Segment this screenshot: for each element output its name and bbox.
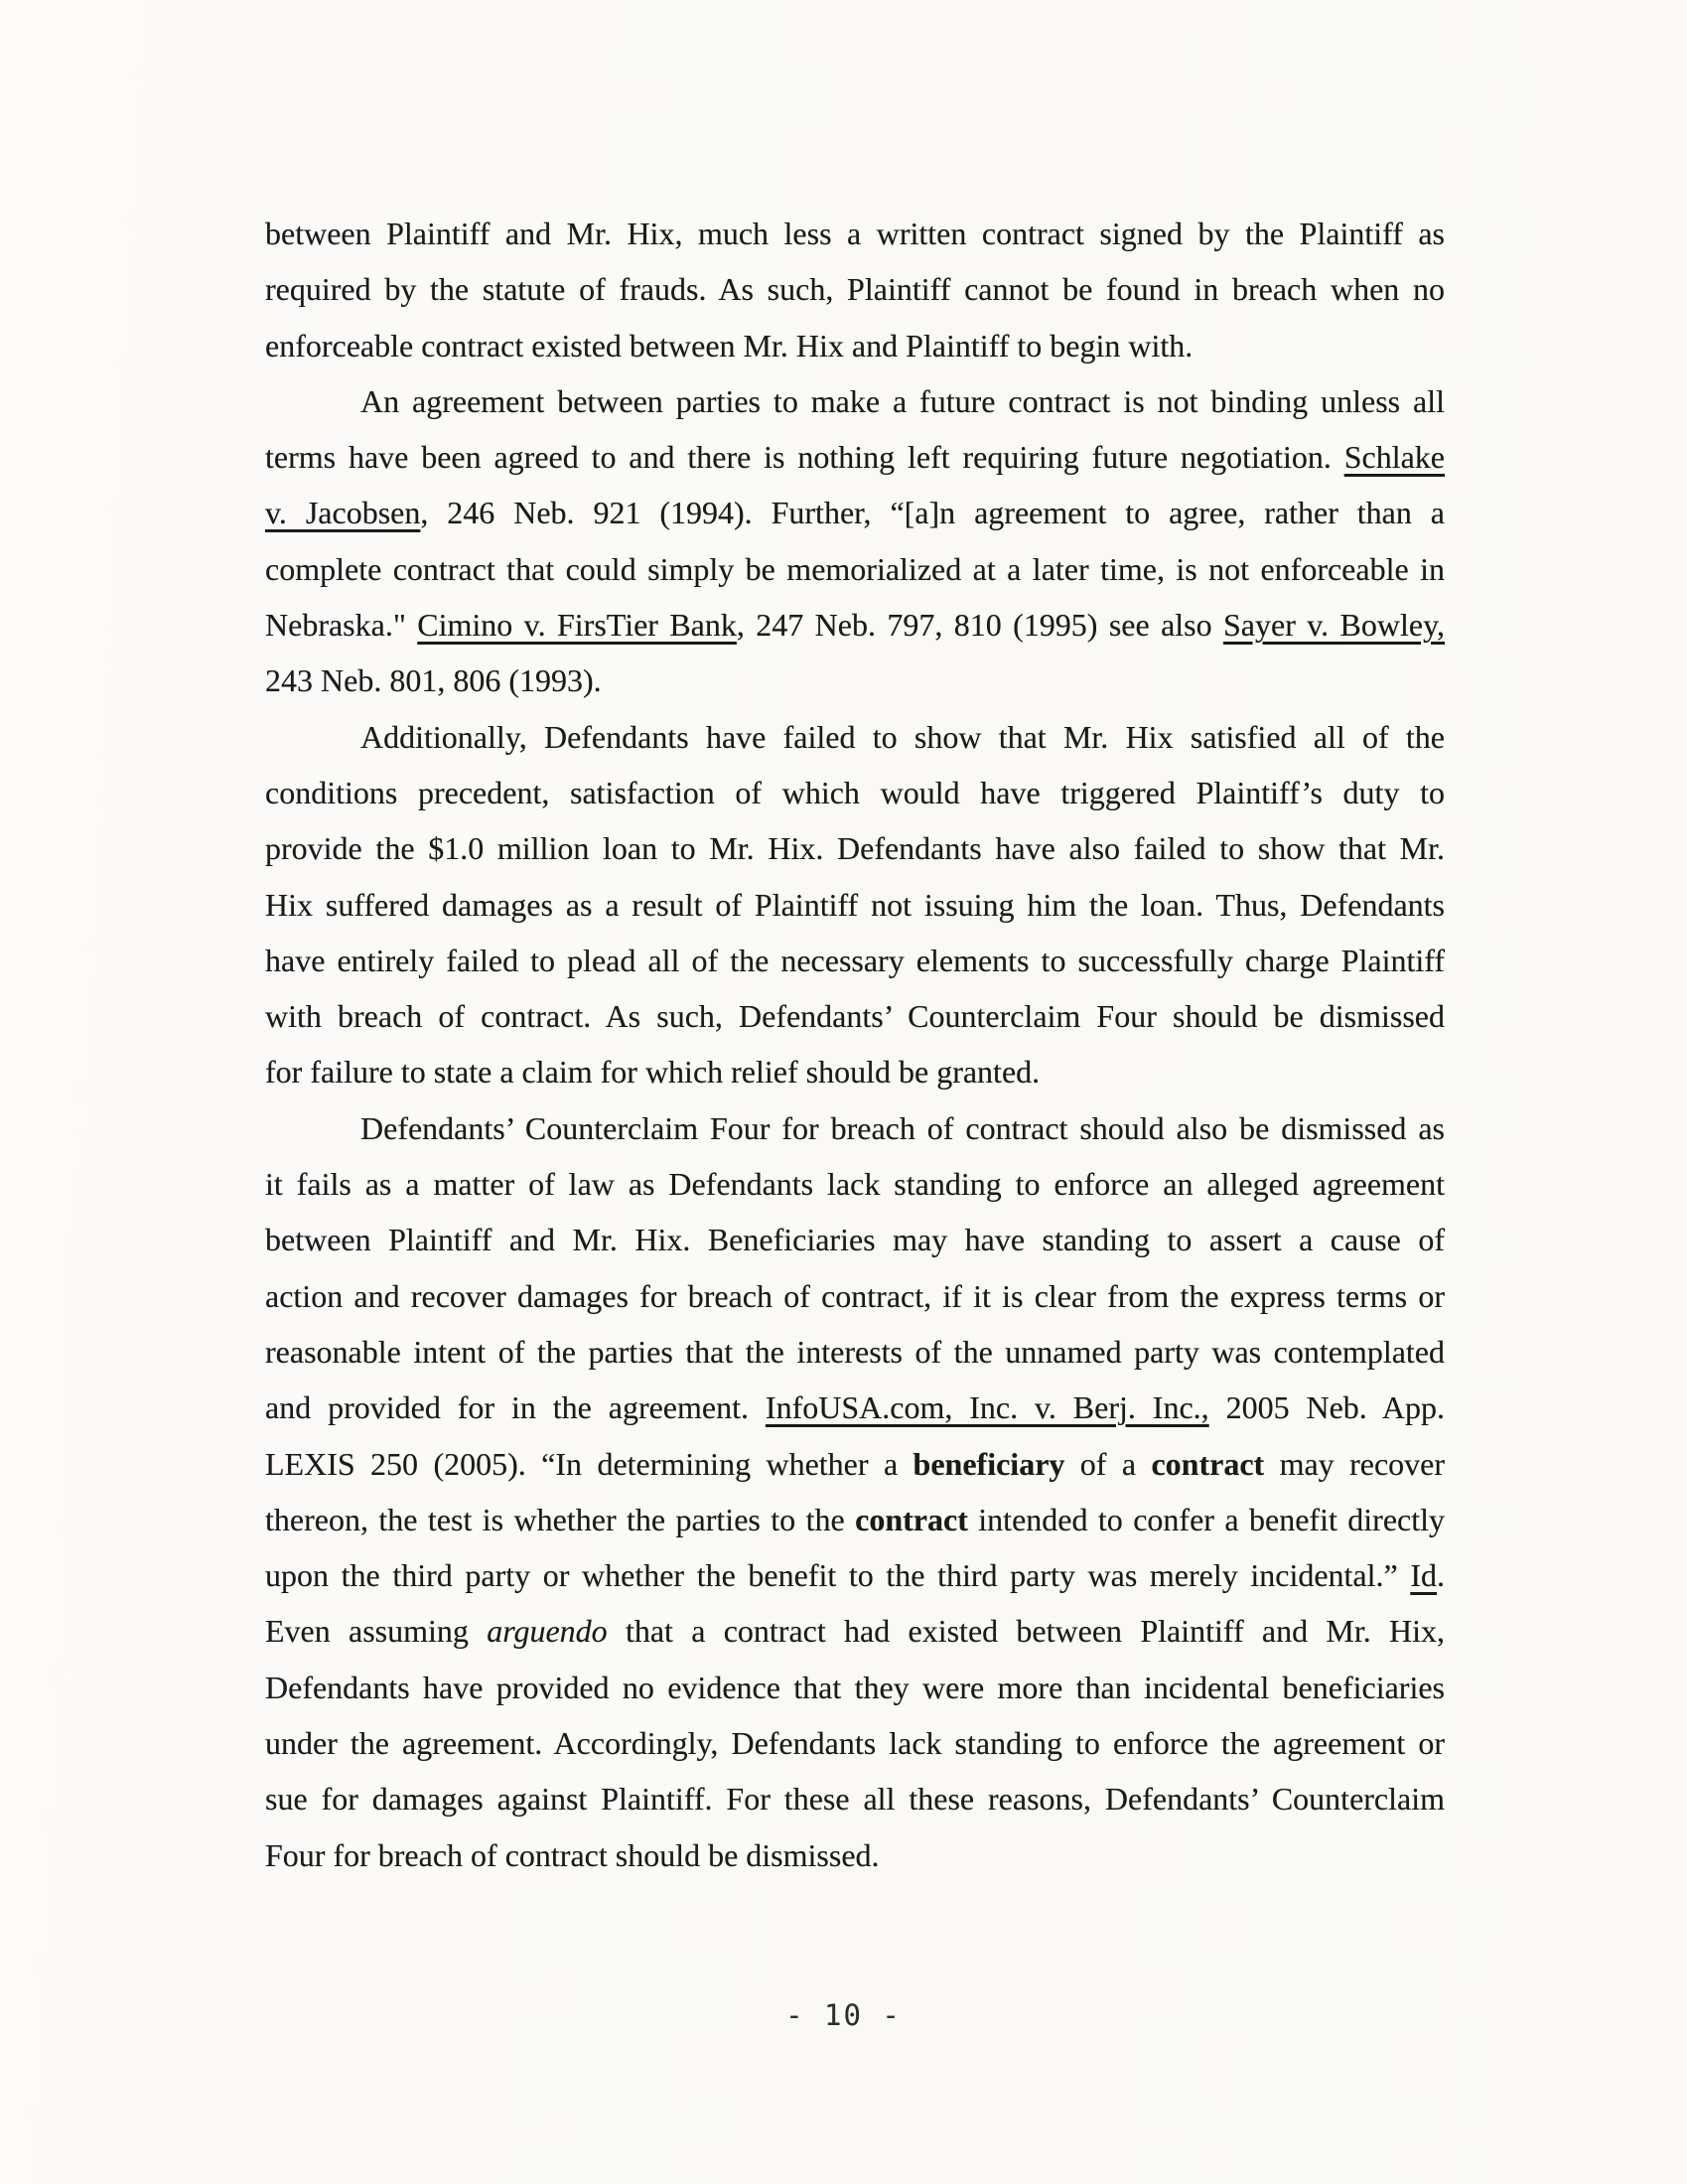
text-run: provide the $1.0 million loan to Mr. Hix. Defendants have also failed to show that Mr.	[265, 830, 1445, 867]
paragraph	[265, 206, 1445, 373]
text-run: have entirely failed to plead all of the necessary elements to successfully charge Plaintiff	[265, 942, 1445, 978]
text-line	[265, 206, 1445, 261]
text-run: required by the statute of frauds. As such, Plaintiff cannot be found in breach when no	[265, 271, 1445, 308]
text-run: of a	[1064, 1445, 1152, 1482]
text-run: sue for damages against Plaintiff. For these all these reasons, Defendants’ Counterclaim	[265, 1781, 1445, 1818]
text-run: Defendants have provided no evidence that they were more than incidental beneficiaries	[265, 1669, 1445, 1705]
underlined-text: Sayer v. Bowley,	[1223, 607, 1446, 644]
bold-text: contract	[1151, 1445, 1265, 1482]
text-line	[265, 933, 1445, 988]
text-line	[265, 1044, 1445, 1099]
underlined-text: Schlake	[1343, 439, 1445, 476]
text-line	[265, 429, 1445, 485]
text-line	[265, 1324, 1445, 1380]
underlined-text: v. Jacobsen	[265, 495, 421, 531]
underlined-text: Id	[1410, 1557, 1437, 1594]
text-line	[265, 1380, 1445, 1435]
text-run: Additionally, Defendants have failed to show that Mr. Hix satisfied all of the	[360, 718, 1445, 755]
text-run: action and recover damages for breach of contract, if it is clear from the express terms or	[265, 1277, 1445, 1314]
text-run: Even assuming	[265, 1613, 488, 1650]
text-line	[265, 1827, 1445, 1883]
text-run: LEXIS 250 (2005). “In determining whether a	[265, 1445, 914, 1482]
paragraph	[265, 373, 1445, 709]
text-run: upon the third party or whether the benefit to the third party was merely incidental.”	[265, 1557, 1411, 1594]
text-run: and provided for in the agreement.	[265, 1389, 766, 1426]
text-run: reasonable intent of the parties that the interests of the unnamed party was contemplated	[265, 1333, 1445, 1370]
italic-text: arguendo	[487, 1613, 608, 1650]
text-line	[265, 1100, 1445, 1156]
text-line	[265, 1156, 1445, 1212]
text-line	[265, 1547, 1445, 1603]
text-run: between Plaintiff and Mr. Hix, much less a written contract signed by the Plaintiff as	[265, 216, 1445, 251]
text-line	[265, 1212, 1445, 1267]
text-run: intended to confer a benefit directly	[967, 1501, 1446, 1537]
underlined-text: Cimino v. FirsTier Bank	[417, 607, 737, 644]
text-line	[265, 485, 1445, 540]
text-run: may recover	[1264, 1445, 1446, 1482]
underlined-text: InfoUSA.com, Inc. v. Berj. Inc.,	[765, 1389, 1209, 1426]
text-run: Defendants’ Counterclaim Four for breach of contract should also be dismissed as	[360, 1109, 1445, 1146]
text-run: that a contract had existed between Plaintiff and Mr. Hix,	[607, 1613, 1446, 1650]
text-line	[265, 318, 1445, 373]
text-run: between Plaintiff and Mr. Hix. Beneficiaries may have standing to assert a cause of	[265, 1222, 1445, 1258]
text-run: under the agreement. Accordingly, Defendants lack standing to enforce the agreement or	[265, 1725, 1445, 1762]
paragraph	[265, 709, 1445, 1100]
text-line	[265, 820, 1445, 876]
text-run: An agreement between parties to make a future contract is not binding unless all	[360, 382, 1445, 419]
text-line	[265, 877, 1445, 933]
text-line	[265, 373, 1445, 429]
text-line	[265, 1715, 1445, 1771]
bold-text: contract	[855, 1501, 968, 1537]
text-run: terms have been agreed to and there is nothing left requiring future negotiation.	[265, 439, 1344, 476]
text-run: .	[1437, 1557, 1445, 1594]
paragraph	[265, 1100, 1445, 1883]
text-run: thereon, the test is whether the parties to the	[265, 1501, 856, 1537]
text-line	[265, 1492, 1445, 1547]
text-run: for failure to state a claim for which relief should be granted.	[265, 1054, 1041, 1091]
text-run: , 247 Neb. 797, 810 (1995) see also	[736, 607, 1223, 644]
text-run: , 246 Neb. 921 (1994). Further, “[a]n agreement to agree, rather than a	[420, 495, 1445, 531]
text-run: enforceable contract existed between Mr. Hix and Plaintiff to begin with.	[265, 327, 1194, 364]
bold-text: beneficiary	[913, 1445, 1065, 1482]
text-run: with breach of contract. As such, Defendants’ Counterclaim Four should be dismissed	[265, 998, 1445, 1035]
text-line	[265, 709, 1445, 765]
text-run: 2005 Neb. App.	[1208, 1389, 1446, 1426]
text-line	[265, 765, 1445, 820]
text-line	[265, 653, 1445, 708]
text-line	[265, 1660, 1445, 1715]
text-run: conditions precedent, satisfaction of which would have triggered Plaintiff’s duty to	[265, 774, 1445, 810]
text-run: Four for breach of contract should be dismissed.	[265, 1836, 880, 1873]
text-run: Nebraska."	[265, 607, 418, 644]
text-line	[265, 988, 1445, 1044]
text-line	[265, 1268, 1445, 1324]
text-line	[265, 1603, 1445, 1659]
text-run: it fails as a matter of law as Defendants lack standing to enforce an alleged agreement	[265, 1166, 1445, 1203]
text-line	[265, 1436, 1445, 1492]
text-run: 243 Neb. 801, 806 (1993).	[265, 662, 602, 699]
text-line	[265, 1771, 1445, 1826]
text-line	[265, 597, 1445, 653]
document-text	[265, 206, 1445, 1883]
text-line	[265, 261, 1445, 317]
page-number: - 10 -	[785, 1998, 902, 2032]
text-line	[265, 541, 1445, 597]
text-run: complete contract that could simply be memorialized at a later time, is not enforceable in	[265, 550, 1445, 587]
text-run: Hix suffered damages as a result of Plaintiff not issuing him the loan. Thus, Defendants	[265, 886, 1445, 923]
